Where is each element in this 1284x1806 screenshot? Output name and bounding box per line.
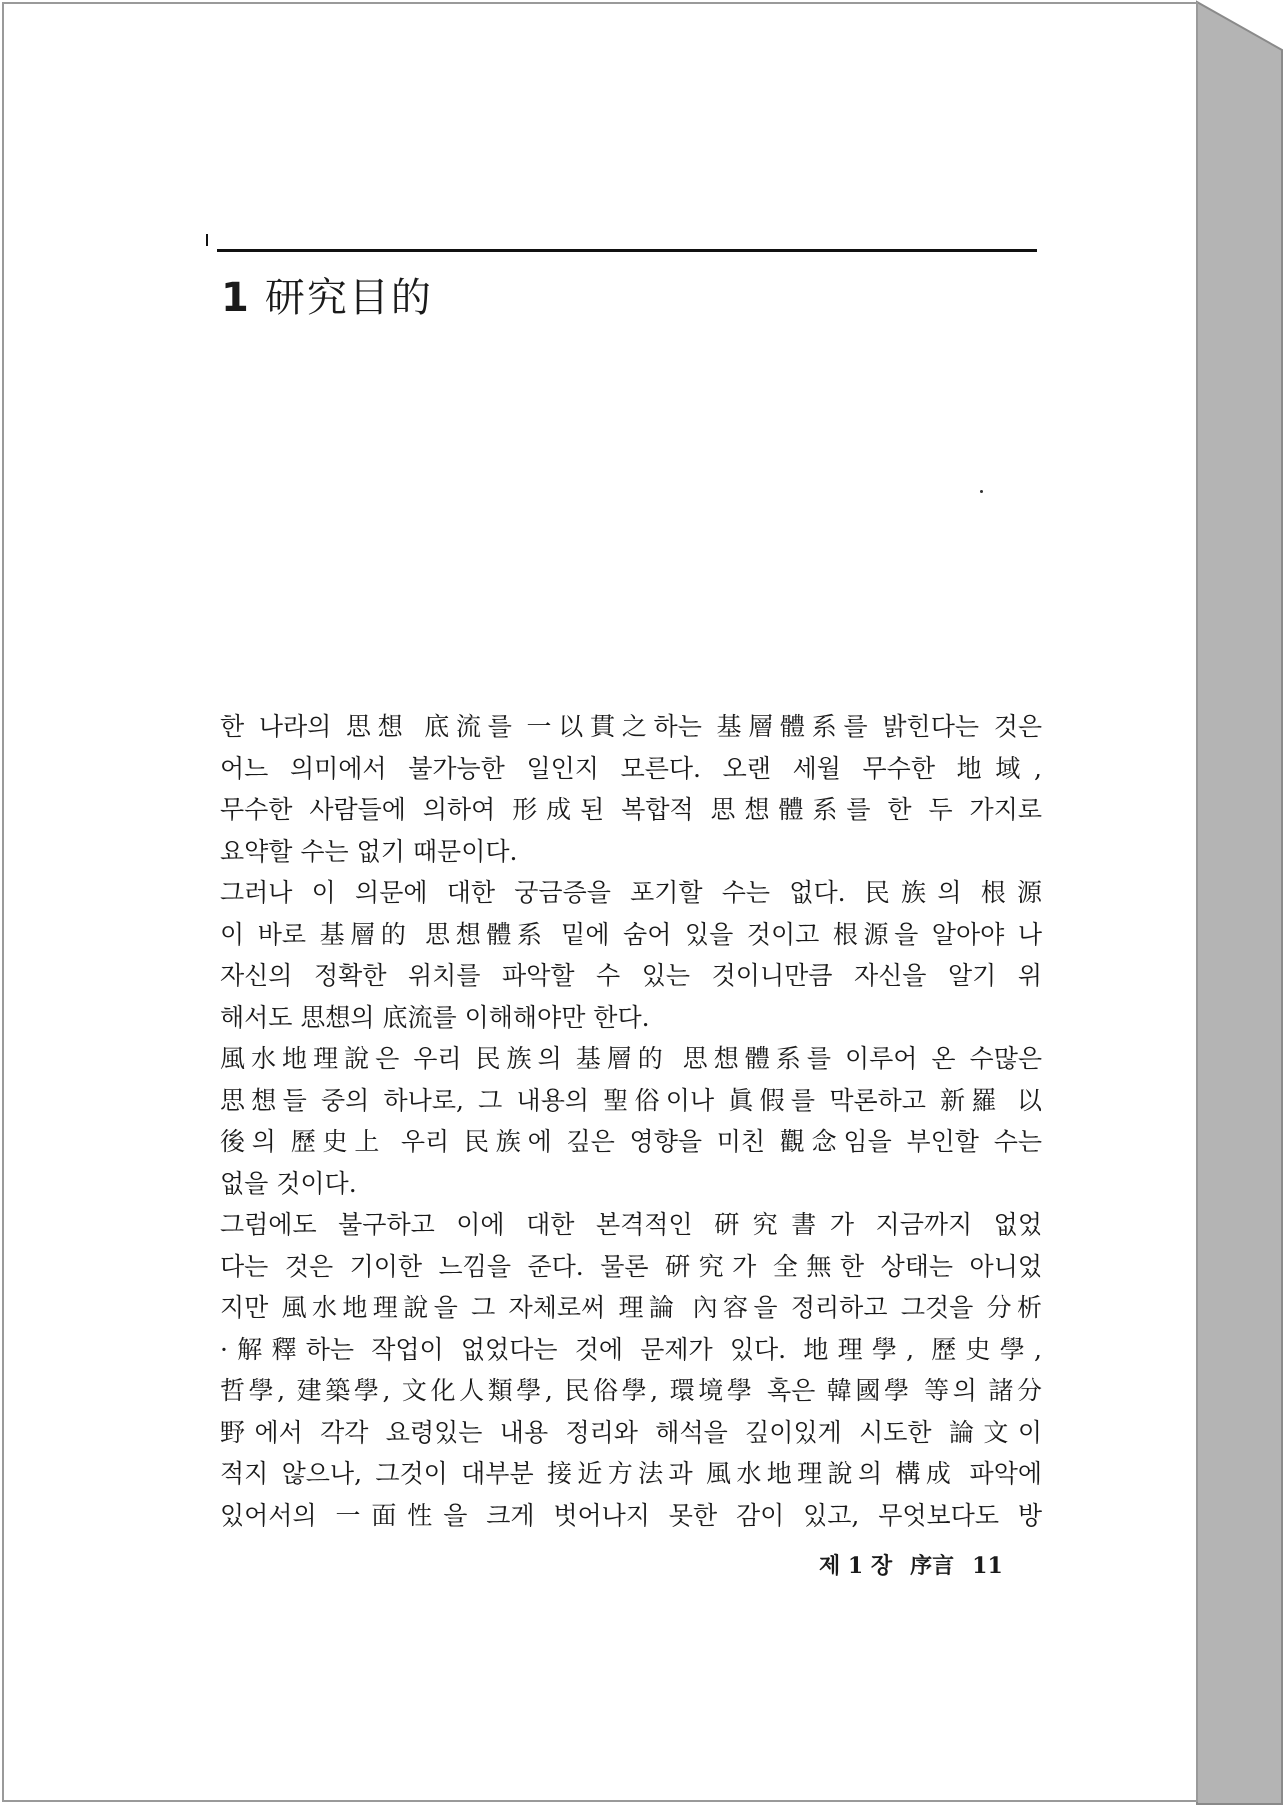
page-footer bbox=[819, 1549, 1021, 1580]
text-line: 지만 風水地理說을 그 자체로써 理論 內容을 정리하고 그것을 分析 bbox=[220, 1293, 1042, 1322]
body-text bbox=[220, 706, 1042, 1536]
text-line: 後의 歷史上 우리 民族에 깊은 영향을 미친 觀念임을 부인할 수는 bbox=[220, 1127, 1042, 1156]
text-line: 있어서의 一面性을 크게 벗어나지 못한 감이 있고, 무엇보다도 방 bbox=[220, 1500, 1042, 1530]
footer-chapter-label: 제 1 장 bbox=[819, 1553, 893, 1579]
text-line: 해서도 思想의 底流를 이해해야만 한다. bbox=[220, 1002, 650, 1032]
text-line: 자신의 정확한 위치를 파악할 수 있는 것이니만큼 자신을 알기 위 bbox=[220, 961, 1042, 990]
text-line: 風水地理說은 우리 民族의 基層的 思想體系를 이루어 온 수많은 bbox=[220, 1044, 1042, 1073]
text-line: 어느 의미에서 불가능한 일인지 모른다. 오랜 세월 무수한 地域, bbox=[220, 753, 1042, 783]
page-number: 11 bbox=[972, 1553, 1003, 1579]
text-line: 적지 않으나, 그것이 대부분 接近方法과 風水地理說의 構成 파악에 bbox=[220, 1459, 1042, 1488]
text-line: 이 바로 基層的 思想體系 밑에 숨어 있을 것이고 根源을 알아야 나 bbox=[220, 919, 1042, 949]
text-line: 그럼에도 불구하고 이에 대한 본격적인 硏究書가 지금까지 없었 bbox=[220, 1210, 1042, 1239]
text-line: ·解釋하는 작업이 없었다는 것에 문제가 있다. 地理學, 歷史學, bbox=[220, 1334, 1042, 1364]
text-line: 무수한 사람들에 의하여 形成된 복합적 思想體系를 한 두 가지로 bbox=[220, 795, 1042, 824]
text-line: 다는 것은 기이한 느낌을 준다. 물론 硏究가 全無한 상태는 아니었 bbox=[220, 1251, 1042, 1281]
footer-section-label: 序言 bbox=[910, 1553, 955, 1579]
print-speck bbox=[980, 490, 983, 493]
text-line: 없을 것이다. bbox=[220, 1168, 357, 1198]
text-line: 野에서 각각 요령있는 내용 정리와 해석을 깊이있게 시도한 論文이 bbox=[220, 1417, 1042, 1447]
text-line: 한 나라의 思想 底流를 一以貫之하는 基層體系를 밝힌다는 것은 bbox=[220, 712, 1042, 741]
rule-tick-mark bbox=[206, 234, 208, 246]
chapter-number: 1 bbox=[221, 275, 251, 321]
text-line: 哲學, 建築學, 文化人類學, 民俗學, 環境學 혹은 韓國學 等의 諸分 bbox=[220, 1376, 1042, 1405]
book-page bbox=[2, 2, 1198, 1802]
text-line: 요약할 수는 없기 때문이다. bbox=[220, 836, 518, 866]
chapter-rule bbox=[217, 249, 1037, 252]
chapter-title-text: 研究目的 bbox=[264, 275, 433, 321]
chapter-heading bbox=[221, 266, 433, 323]
text-line: 思想들 중의 하나로, 그 내용의 聖俗이나 眞假를 막론하고 新羅 以 bbox=[220, 1085, 1042, 1115]
text-line: 그러나 이 의문에 대한 궁금증을 포기할 수는 없다. 民族의 根源 bbox=[220, 878, 1042, 907]
